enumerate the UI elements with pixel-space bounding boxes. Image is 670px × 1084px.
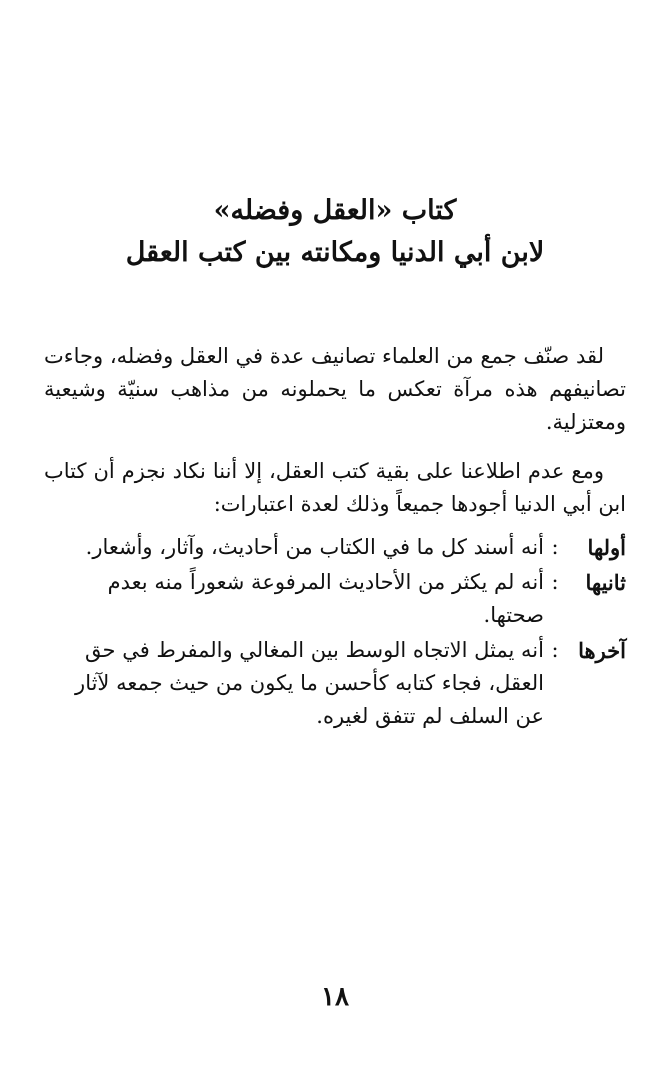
reasons-list (44, 531, 626, 733)
chapter-subtitle: لابن أبي الدنيا ومكانته بين كتب العقل (125, 237, 545, 268)
chapter-heading (60, 190, 610, 274)
reason-colon: : (551, 638, 559, 662)
chapter-title: كتاب «العقل وفضله» (213, 195, 457, 226)
reason-item (44, 566, 626, 632)
reason-item (44, 531, 626, 564)
paragraph-intro: لقد صنّف جمع من العلماء تصانيف عدة في العقل وفضله، وجاءت تصانيفهم هذه مرآة تعكس ما يحملونه من مذاهب سنيّة وشيعية ومعتزلية. (44, 344, 626, 434)
paragraph-considerations: ومع عدم اطلاعنا على بقية كتب العقل، إلا أننا نكاد نجزم أن كتاب ابن أبي الدنيا أجودها جميعاً وذلك لعدة اعتبارات: (44, 459, 626, 516)
reason-label: آخرها (578, 638, 626, 663)
reason-colon: : (551, 535, 559, 559)
reason-label: أولها (587, 535, 626, 560)
reason-label: ثانيها (585, 570, 626, 595)
reason-item (44, 634, 626, 733)
reason-text: أنه أسند كل ما في الكتاب من أحاديث، وآثار، وأشعار. (85, 535, 544, 559)
body-text (44, 340, 626, 735)
reason-text: أنه يمثل الاتجاه الوسط بين المغالي والمفرط في حق العقل، فجاء كتابه كأحسن ما يكون من حيث جمعه لآثار عن السلف لم تتفق لغيره. (75, 638, 544, 728)
page-number: ١٨ (321, 982, 349, 1012)
reason-colon: : (551, 570, 559, 594)
reason-text: أنه لم يكثر من الأحاديث المرفوعة شعوراً منه بعدم صحتها. (107, 570, 544, 627)
